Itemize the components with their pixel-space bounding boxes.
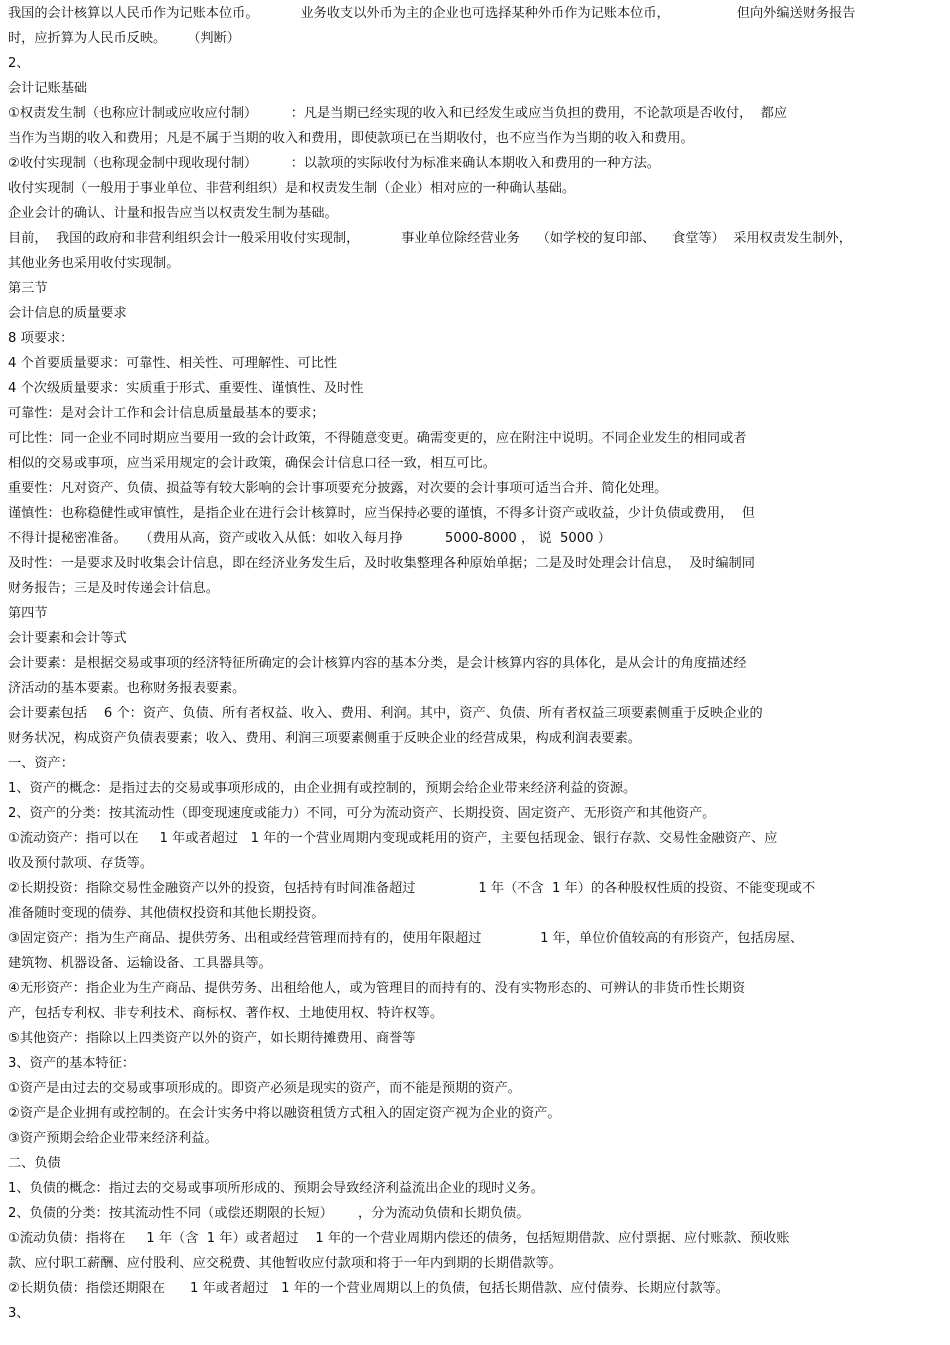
subsection-heading: 二、负债 — [8, 1156, 61, 1171]
text-line: 目前， 我国的政府和非营利组织会计一般采用收付实现制， 事业单位除经营业务 （如学校的复印部、 食堂等） 采用权责发生制外， — [8, 231, 852, 246]
text-line: 不得计提秘密准备。 （费用从高，资产或收入从低：如收入每月挣 5000-8000 ， 说 5000 ） — [8, 531, 611, 546]
text-line: 会计要素包括 6 个：资产、负债、所有者权益、收入、费用、利润。其中，资产、负债、所有者权益三项要素侧重于反映企业的 — [8, 706, 763, 721]
text-line: 重要性：凡对资产、负债、损益等有较大影响的会计事项要充分披露，对次要的会计事项可适当合并、简化处理。 — [8, 481, 668, 496]
text-line: 其他业务也采用收付实现制。 — [8, 256, 180, 271]
text-line: 3、 — [8, 1306, 30, 1321]
text-line: 收及预付款项、存货等。 — [8, 856, 154, 871]
text-line: 产，包括专利权、非专利技术、商标权、著作权、土地使用权、特许权等。 — [8, 1006, 444, 1021]
text-line: ②长期投资：指除交易性金融资产以外的投资，包括持有时间准备超过 1 年（不含 1 年）的各种股权性质的投资、不能变现或不 — [8, 881, 816, 896]
text-line: ③固定资产：指为生产商品、提供劳务、出租或经营管理而持有的，使用年限超过 1 年，单位价值较高的有形资产，包括房屋、 — [8, 931, 804, 946]
subsection-heading: 一、资产： — [8, 756, 74, 771]
text-line: 谨慎性：也称稳健性或审慎性，是指企业在进行会计核算时，应当保持必要的谨慎，不得多计资产或收益，少计负债或费用， 但 — [8, 506, 755, 521]
text-line: 当作为当期的收入和费用；凡是不属于当期的收入和费用，即使款项已在当期收付，也不应当作为当期的收入和费用。 — [8, 131, 694, 146]
text-line: 时，应折算为人民币反映。 （判断） — [8, 31, 240, 46]
text-line: 1、资产的概念：是指过去的交易或事项形成的，由企业拥有或控制的，预期会给企业带来经济利益的资源。 — [8, 781, 637, 796]
text-line: ④无形资产：指企业为生产商品、提供劳务、出租给他人，或为管理目的而持有的、没有实物形态的、可辨认的非货币性长期资 — [8, 981, 746, 996]
text-line: ⑤其他资产：指除以上四类资产以外的资产，如长期待摊费用、商誉等 — [8, 1031, 416, 1046]
text-line: 我国的会计核算以人民币作为记账本位币。 业务收支以外币为主的企业也可选择某种外币作为记账本位币， 但向外编送财务报告 — [8, 6, 856, 21]
text-line: ②收付实现制（也称现金制中现收现付制） ：以款项的实际收付为标准来确认本期收入和费用的一种方法。 — [8, 156, 660, 171]
text-line: 相似的交易或事项，应当采用规定的会计政策，确保会计信息口径一致，相互可比。 — [8, 456, 496, 471]
text-line: 及时性：一是要求及时收集会计信息，即在经济业务发生后，及时收集整理各种原始单据；二是及时处理会计信息， 及时编制同 — [8, 556, 755, 571]
text-line: ②资产是企业拥有或控制的。在会计实务中将以融资租赁方式租入的固定资产视为企业的资产。 — [8, 1106, 561, 1121]
text-line: 济活动的基本要素。也称财务报表要素。 — [8, 681, 246, 696]
text-line: 建筑物、机器设备、运输设备、工具器具等。 — [8, 956, 272, 971]
text-line: ③资产预期会给企业带来经济利益。 — [8, 1131, 218, 1146]
text-line: 会计记账基础 — [8, 81, 88, 96]
text-line: 可靠性：是对会计工作和会计信息质量最基本的要求； — [8, 406, 325, 421]
text-line: ①流动负债：指将在 1 年（含 1 年）或者超过 1 年的一个营业周期内偿还的债务，包括短期借款、应付票据、应付账款、预收账 — [8, 1231, 790, 1246]
text-line: ②长期负债：指偿还期限在 1 年或者超过 1 年的一个营业周期以上的负债，包括长期借款、应付债券、长期应付款等。 — [8, 1281, 729, 1296]
text-line: 收付实现制（一般用于事业单位、非营利组织）是和权责发生制（企业）相对应的一种确认基础。 — [8, 181, 576, 196]
section-heading: 第三节 — [8, 281, 48, 296]
text-line: 企业会计的确认、计量和报告应当以权责发生制为基础。 — [8, 206, 338, 221]
text-line: 款、应付职工薪酬、应付股利、应交税费、其他暂收应付款项和将于一年内到期的长期借款等。 — [8, 1256, 562, 1271]
text-line: 2、 — [8, 56, 30, 71]
section-title: 会计信息的质量要求 — [8, 306, 127, 321]
text-line: ①流动资产：指可以在 1 年或者超过 1 年的一个营业周期内变现或耗用的资产，主要包括现金、银行存款、交易性金融资产、应 — [8, 831, 778, 846]
section-heading: 第四节 — [8, 606, 48, 621]
text-line: 4 个次级质量要求：实质重于形式、重要性、谨慎性、及时性 — [8, 381, 364, 396]
text-line: ①资产是由过去的交易或事项形成的。即资产必须是现实的资产，而不能是预期的资产。 — [8, 1081, 521, 1096]
text-line: 2、资产的分类：按其流动性（即变现速度或能力）不同，可分为流动资产、长期投资、固定资产、无形资产和其他资产。 — [8, 806, 716, 821]
text-line: 会计要素：是根据交易或事项的经济特征所确定的会计核算内容的基本分类，是会计核算内容的具体化，是从会计的角度描述经 — [8, 656, 747, 671]
text-line: 财务报告；三是及时传递会计信息。 — [8, 581, 219, 596]
text-line: 财务状况，构成资产负债表要素；收入、费用、利润三项要素侧重于反映企业的经营成果，构成利润表要素。 — [8, 731, 641, 746]
text-line: 4 个首要质量要求：可靠性、相关性、可理解性、可比性 — [8, 356, 338, 371]
text-line: 准备随时变现的债券、其他债权投资和其他长期投资。 — [8, 906, 325, 921]
text-line: ①权责发生制（也称应计制或应收应付制） ：凡是当期已经实现的收入和已经发生或应当负担的费用，不论款项是否收付， 都应 — [8, 106, 788, 121]
text-line: 可比性：同一企业不同时期应当要用一致的会计政策，不得随意变更。确需变更的，应在附注中说明。不同企业发生的相同或者 — [8, 431, 747, 446]
text-line: 8 项要求： — [8, 331, 74, 346]
text-line: 2、负债的分类：按其流动性不同（或偿还期限的长短） ，分为流动负债和长期负债。 — [8, 1206, 530, 1221]
text-line: 1、负债的概念：指过去的交易或事项所形成的、预期会导致经济利益流出企业的现时义务。 — [8, 1181, 544, 1196]
section-title: 会计要素和会计等式 — [8, 631, 127, 646]
text-line: 3、资产的基本特征： — [8, 1056, 136, 1071]
